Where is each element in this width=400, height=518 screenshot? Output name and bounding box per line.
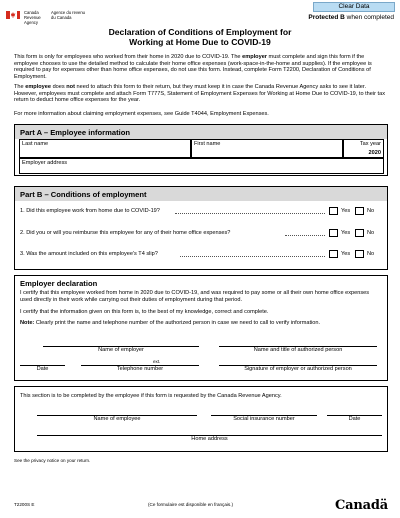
q1-no-checkbox[interactable] [355,207,364,215]
part-b-heading: Part B – Conditions of employment [15,187,387,201]
q2-yes-checkbox[interactable] [329,229,338,237]
protected-label: Protected B when completed [308,14,394,21]
q3-yes-checkbox[interactable] [329,250,338,258]
tax-year-field: Tax year 2020 [343,139,384,158]
part-b-section: Part B – Conditions of employment 1. Did this employee work from home due to COVID-19? Yes No 2. Did you or will you reimburse this employee for any of their home office expenses? Yes No 3. Was the amount included on this employee's T4 slip? Yes No [14,186,388,270]
question-2: 2. Did you or will you reimburse this employee for any of their home office expenses? [20,230,231,236]
form-id: T2200S E [14,502,35,507]
privacy-notice: See the privacy notice on your return. [14,458,91,463]
agency-name-fr: Agence du revenu du Canada [51,10,85,20]
form-title-line2: Working at Home Due to COVID-19 [129,37,271,47]
employer-declaration-heading: Employer declaration [20,279,98,288]
employer-address-field[interactable]: Employer address [19,158,384,174]
form-title-line1: Declaration of Conditions of Employment for [108,27,292,37]
question-3: 3. Was the amount included on this employee's T4 slip? [20,251,158,257]
first-name-field[interactable]: First name [191,139,343,158]
employee-section-intro: This section is to be completed by the employee if this form is requested by the Canada Revenue Agency. [20,393,282,399]
intro-paragraph-3: For more information about claiming employment expenses, see Guide T4044, Employment Expenses. [14,111,269,117]
q2-no-checkbox[interactable] [355,229,364,237]
declaration-note: Note: Clearly print the name and telephone number of the authorized person in case we need to call to verify information. [20,320,321,326]
employer-declaration-section: Employer declaration I certify that this employee worked from home in 2020 due to COVID-19, and was required to pay some or all their own home office expenses used directly in their work while carrying out their duties of employment during that period. I certify that the information given on this form is, to the best of my knowledge, correct and complete. Note: Clearly print the name and telephone number of the authorized person in case we need to call to verify information. Name of employer Name and title of authorized person ext. Date Telephone number Signature of employer or authorized person [14,275,388,381]
intro-paragraph-2: The employee does not need to attach this form to their return, but they must keep it in case the Canada Revenue Agency asks to see it later. However, employees must complete and attach Form T777S, Statement of Employment Expenses for Working at Home Due to COVID-19, to their tax return to deduct home office expenses for the year. [14,84,386,104]
last-name-field[interactable]: Last name [19,139,191,158]
declaration-paragraph-1: I certify that this employee worked from home in 2020 due to COVID-19, and was required to pay some or all their own home office expenses used directly in their work while carrying out their duties of employment during that period. [20,290,370,303]
q3-no-checkbox[interactable] [355,250,364,258]
canada-flag-icon [6,11,20,19]
french-availability: (Ce formulaire est disponible en français.) [148,502,234,507]
canada-wordmark-logo: Canadä [335,498,388,513]
q1-yes-checkbox[interactable] [329,207,338,215]
part-a-heading: Part A – Employee information [15,125,387,139]
declaration-paragraph-2: I certify that the information given on this form is, to the best of my knowledge, correct and complete. [20,309,269,315]
part-a-section [14,124,388,176]
question-1: 1. Did this employee work from home due to COVID-19? [20,208,160,214]
employee-section: This section is to be completed by the employee if this form is requested by the Canada Revenue Agency. Name of employee Social insurance number Date Home address [14,386,388,452]
intro-paragraph-1: This form is only for employees who worked from their home in 2020 due to COVID-19. The employer must complete and sign this form if the employee chooses to use the detailed method to calculate their home office expenses (work-space-in-the-home and supplies). If the employee is required to pay for expenses other than home office expenses, do not use this form. Instead, complete Form T2200, Declaration of Conditions of Employment. [14,54,372,80]
agency-name-en: Canada Revenue Agency [24,10,41,25]
clear-data-button[interactable]: Clear Data [313,2,395,12]
